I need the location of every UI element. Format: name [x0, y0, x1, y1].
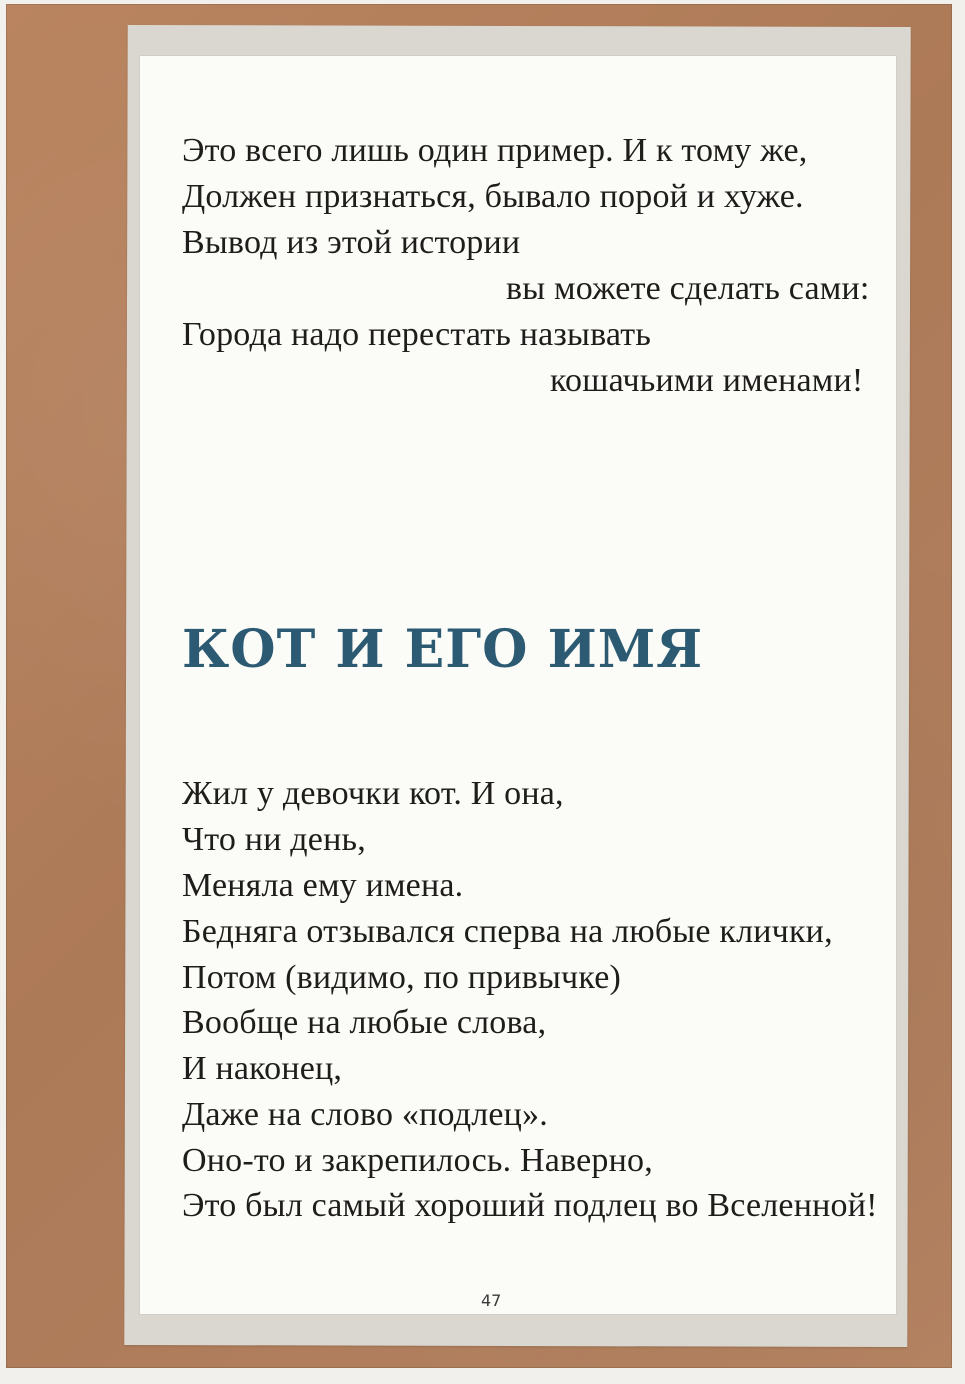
poem-line-4: Бедняга отзывался сперва на любые клички, [182, 913, 833, 950]
top-line-3: Вывод из этой истории [182, 224, 521, 261]
top-line-5: Города надо перестать называть [182, 316, 652, 353]
top-line-4: вы можете сделать сами: [506, 270, 870, 307]
poem-line-7: И наконец, [182, 1050, 343, 1087]
poem-line-8: Даже на слово «подлец». [182, 1096, 548, 1133]
section-title: КОТ И ЕГО ИМЯ [182, 619, 704, 680]
poem-line-5: Потом (видимо, по привычке) [182, 959, 622, 996]
poem-line-10: Это был самый хороший подлец во Вселенной! [182, 1187, 878, 1224]
page-number: 47 [481, 1291, 502, 1310]
top-line-6: кошачьими именами! [550, 362, 864, 399]
top-line-1: Это всего лишь один пример. И к тому же, [182, 132, 808, 169]
top-line-2: Должен признаться, бывало порой и хуже. [182, 178, 804, 215]
poem-line-6: Вообще на любые слова, [182, 1004, 547, 1041]
poem-line-9: Оно-то и закрепилось. Наверно, [182, 1142, 653, 1179]
poem-line-1: Жил у девочки кот. И она, [182, 775, 564, 812]
poem-line-3: Меняла ему имена. [182, 867, 464, 904]
poem-line-2: Что ни день, [182, 821, 366, 858]
